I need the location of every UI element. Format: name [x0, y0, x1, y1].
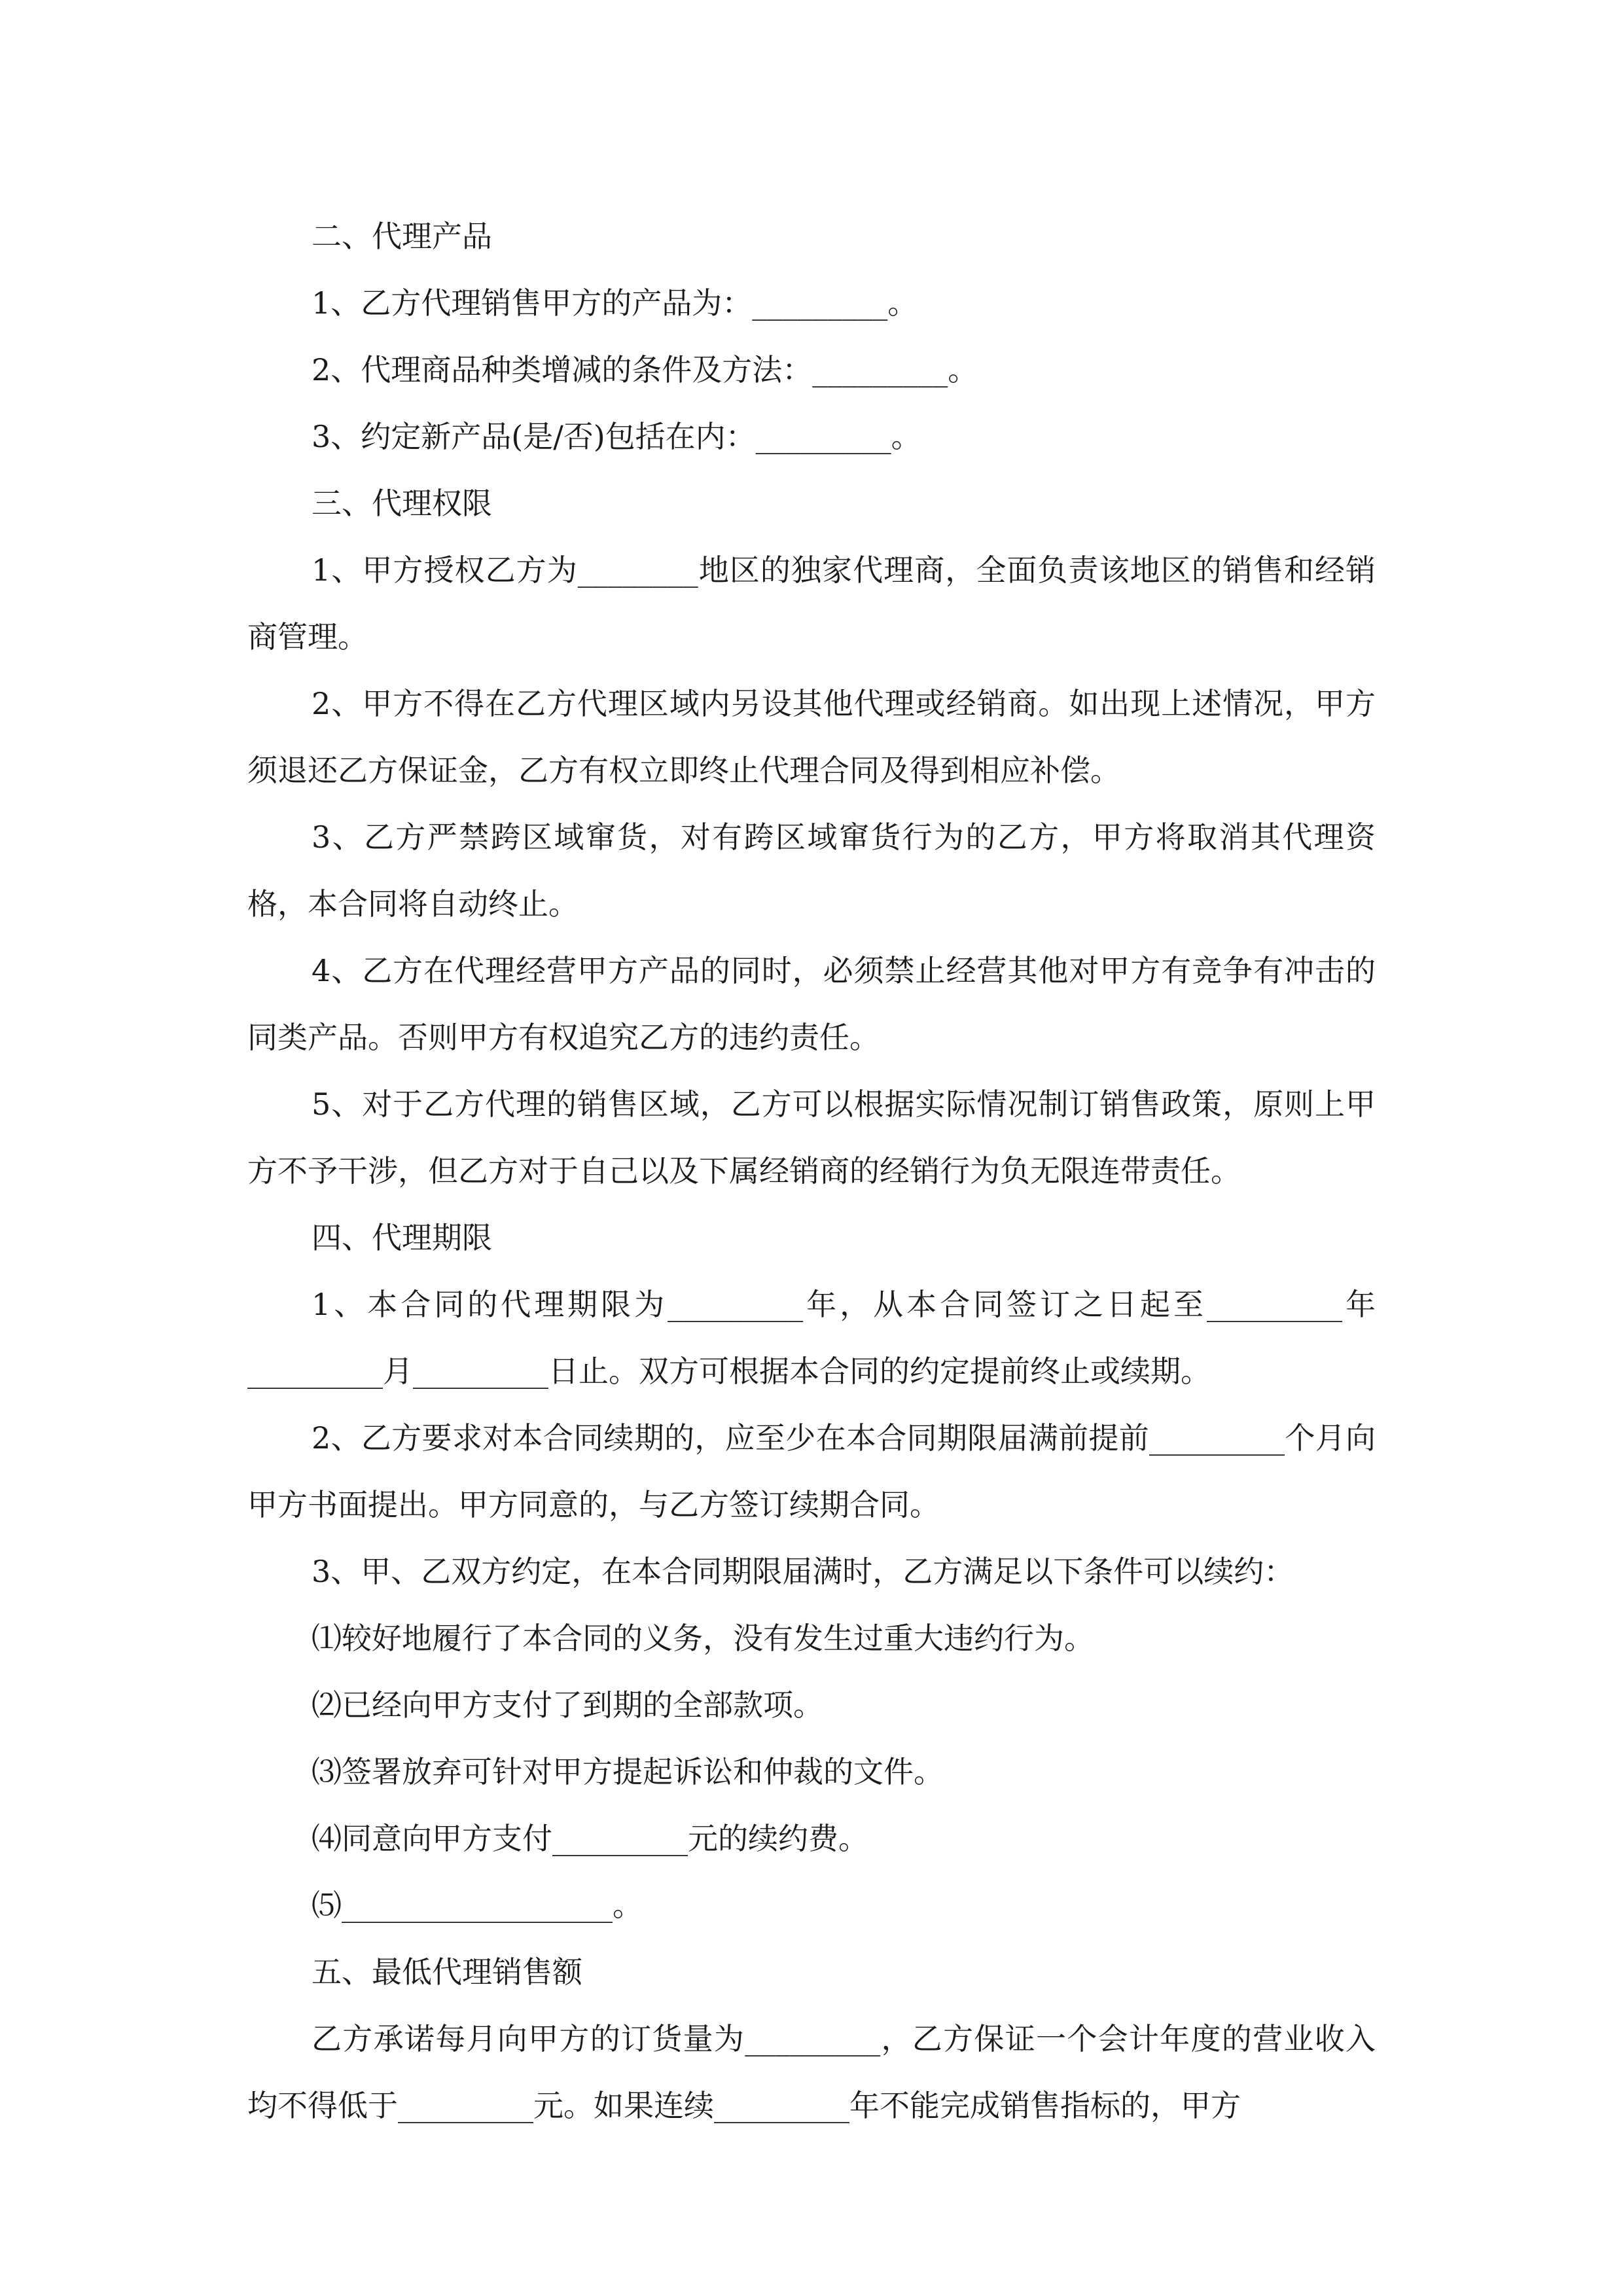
condition-item: ⑵已经向甲方支付了到期的全部款项。 [312, 1687, 823, 1723]
section-heading-agency-products: 二、代理产品 [312, 219, 492, 254]
section-heading-agency-term: 四、代理期限 [312, 1220, 492, 1255]
condition-item: ⑸__________________。 [312, 1888, 643, 1923]
clause-paragraph: 乙方承诺每月向甲方的订货量为_________，乙方保证一个会计年度的营业收入均不得低于_________元。如果连续_________年不能完成销售指标的，甲方 [247, 2021, 1376, 2123]
clause-paragraph: 5、对于乙方代理的销售区域，乙方可以根据实际情况制订销售政策，原则上甲方不予干涉，但乙方对于自己以及下属经销商的经销行为负无限连带责任。 [247, 1086, 1376, 1189]
condition-item: ⑷同意向甲方支付_________元的续约费。 [312, 1821, 868, 1856]
clause-paragraph: 4、乙方在代理经营甲方产品的同时，必须禁止经营其他对甲方有竞争有冲击的同类产品。否则甲方有权追究乙方的违约责任。 [247, 953, 1376, 1055]
clause-paragraph: 1、本合同的代理期限为_________年，从本合同签订之日起至_________年_________月_________日止。双方可根据本合同的约定提前终止或续期。 [247, 1287, 1376, 1389]
clause-paragraph: 2、代理商品种类增减的条件及方法：_________。 [312, 352, 978, 387]
clause-paragraph: 1、乙方代理销售甲方的产品为：_________。 [312, 285, 918, 321]
clause-paragraph: 2、乙方要求对本合同续期的，应至少在本合同期限届满前提前_________个月向甲方书面提出。甲方同意的，与乙方签订续期合同。 [247, 1420, 1376, 1522]
section-heading-agency-authority: 三、代理权限 [312, 486, 492, 521]
document-body [247, 203, 1376, 2139]
clause-paragraph: 2、甲方不得在乙方代理区域内另设其他代理或经销商。如出现上述情况，甲方须退还乙方保证金，乙方有权立即终止代理合同及得到相应补偿。 [247, 686, 1376, 788]
clause-paragraph: 3、约定新产品(是/否)包括在内：_________。 [312, 419, 921, 454]
condition-item: ⑴较好地履行了本合同的义务，没有发生过重大违约行为。 [312, 1621, 1094, 1656]
clause-paragraph: 3、乙方严禁跨区域窜货，对有跨区域窜货行为的乙方，甲方将取消其代理资格，本合同将自动终止。 [247, 819, 1376, 922]
clause-paragraph: 1、甲方授权乙方为________地区的独家代理商，全面负责该地区的销售和经销商管理。 [247, 552, 1376, 655]
section-heading-minimum-sales: 五、最低代理销售额 [312, 1954, 582, 1990]
condition-item: ⑶签署放弃可针对甲方提起诉讼和仲裁的文件。 [312, 1754, 944, 1789]
clause-paragraph: 3、甲、乙双方约定，在本合同期限届满时，乙方满足以下条件可以续约： [312, 1554, 1294, 1589]
